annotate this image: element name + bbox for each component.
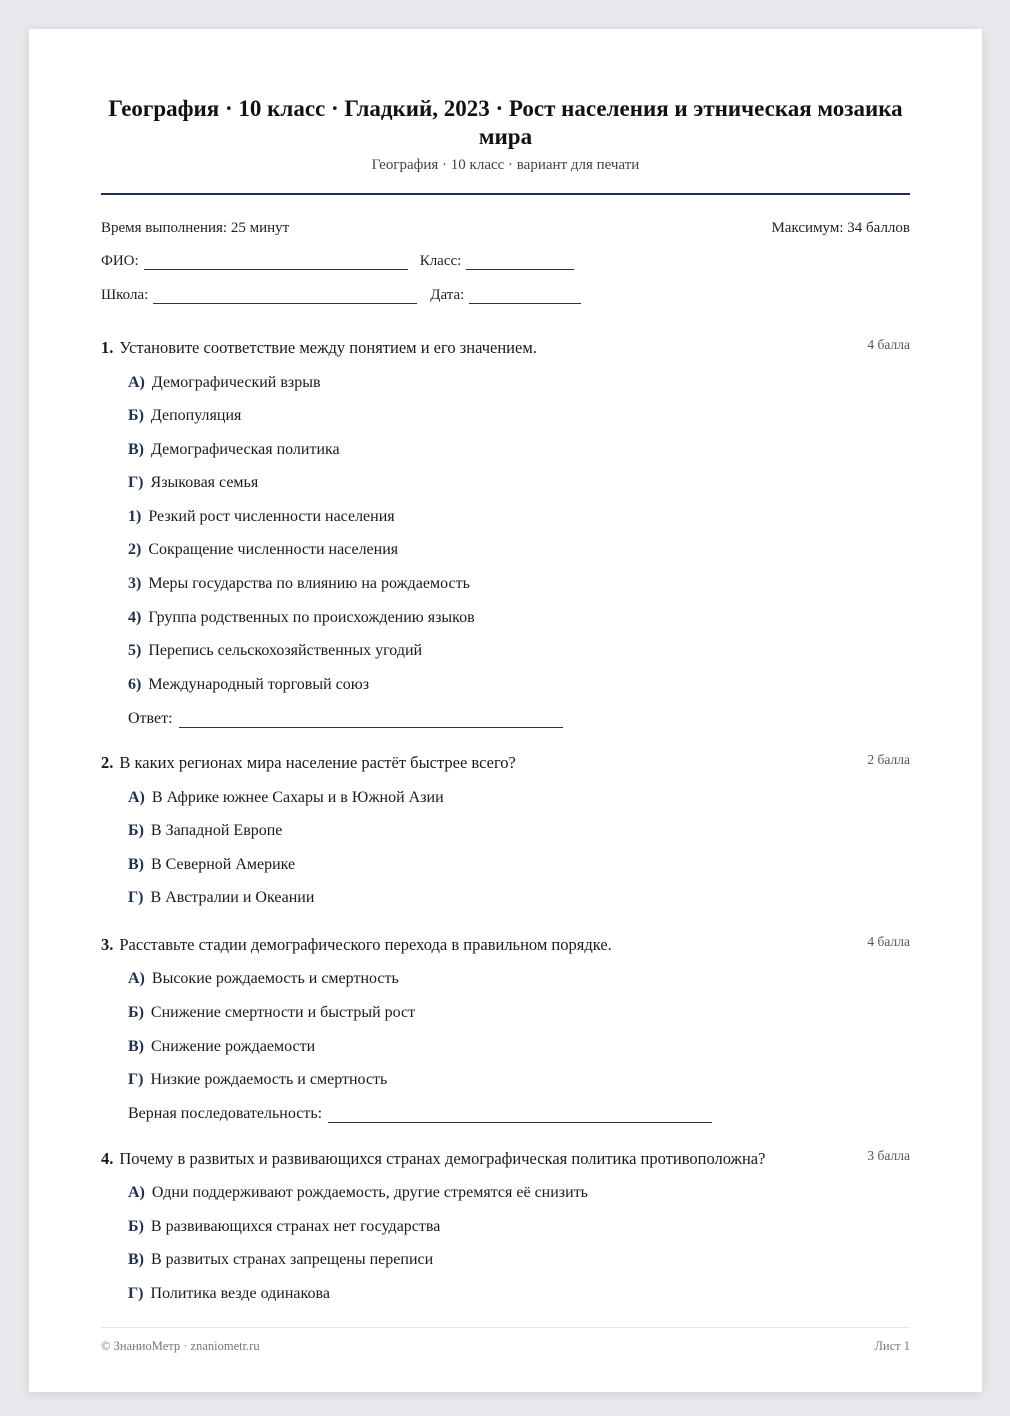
time-limit: Время выполнения: 25 минут <box>101 220 290 236</box>
question-1-option: 6) Международный торговый союз <box>128 676 370 693</box>
question-1-option: А) Демографический взрыв <box>128 374 321 391</box>
question-4-option: Г) Политика везде одинакова <box>128 1285 330 1302</box>
page-title: География · 10 класс · Гладкий, 2023 · Рост населения и этническая мозаика мира <box>108 96 903 149</box>
date-label: Дата: <box>430 287 465 303</box>
fio-class-row <box>101 253 574 270</box>
footer-sheet-number: Лист 1 <box>874 1339 910 1353</box>
answer-label: Верная последовательность: <box>128 1105 323 1122</box>
school-label: Школа: <box>101 287 149 303</box>
question-3-option: Г) Низкие рождаемость и смертность <box>128 1071 388 1088</box>
page-subtitle: География · 10 класс · вариант для печати <box>371 157 640 173</box>
question-3-option: А) Высокие рождаемость и смертность <box>128 970 399 987</box>
fio-label: ФИО: <box>101 253 139 269</box>
question-1-option: 4) Группа родственных по происхождению языков <box>128 609 475 626</box>
question-2 <box>101 753 910 773</box>
question-text: В каких регионах мира население растёт быстрее всего? <box>119 753 516 772</box>
class-field[interactable] <box>466 256 574 270</box>
question-1-option: 3) Меры государства по влиянию на рождаемость <box>128 575 470 592</box>
question-3-option: Б) Снижение смертности и быстрый рост <box>128 1004 416 1021</box>
question-text: Установите соответствие между понятием и его значением. <box>119 338 537 357</box>
question-3-answer <box>128 1105 712 1123</box>
question-points: 3 балла <box>867 1148 910 1163</box>
question-2-option: В) В Северной Америке <box>128 856 296 873</box>
question-3 <box>101 935 910 955</box>
question-points: 2 балла <box>867 752 910 767</box>
footer-copyright: © ЗнаниоМетр · znaniometr.ru <box>101 1339 260 1353</box>
question-number: 2. <box>101 753 114 772</box>
question-1-option: Б) Депопуляция <box>128 407 242 424</box>
question-2-option: А) В Африке южнее Сахары и в Южной Азии <box>128 789 444 806</box>
question-1-option: 5) Перепись сельскохозяйственных угодий <box>128 642 423 659</box>
school-date-row <box>101 287 581 304</box>
answer-label: Ответ: <box>128 710 173 727</box>
question-number: 1. <box>101 338 114 357</box>
question-4-option: А) Одни поддерживают рождаемость, другие стремятся её снизить <box>128 1184 588 1201</box>
question-text: Расставьте стадии демографического перехода в правильном порядке. <box>119 935 612 954</box>
question-2-option: Г) В Австралии и Океании <box>128 889 315 906</box>
question-1-answer <box>128 710 563 728</box>
footer-divider <box>101 1327 910 1328</box>
header-divider <box>101 193 910 195</box>
question-4-option: Б) В развивающихся странах нет государства <box>128 1218 441 1235</box>
question-1-option: 2) Сокращение численности населения <box>128 541 399 558</box>
question-1-option: Г) Языковая семья <box>128 474 259 491</box>
question-points: 4 балла <box>867 934 910 949</box>
date-field[interactable] <box>469 290 581 304</box>
class-label: Класс: <box>419 253 462 269</box>
answer-field[interactable] <box>328 1109 712 1123</box>
question-4-option: В) В развитых странах запрещены переписи <box>128 1251 434 1268</box>
question-1 <box>101 338 910 358</box>
max-score: Максимум: 34 баллов <box>771 220 910 236</box>
question-number: 4. <box>101 1149 114 1168</box>
school-field[interactable] <box>153 290 417 304</box>
fio-field[interactable] <box>144 256 408 270</box>
answer-field[interactable] <box>179 714 563 728</box>
question-points: 4 балла <box>867 337 910 352</box>
question-3-option: В) Снижение рождаемости <box>128 1038 316 1055</box>
question-text: Почему в развитых и развивающихся странах демографическая политика противоположна? <box>119 1149 766 1168</box>
worksheet-page <box>29 29 982 1392</box>
question-4 <box>101 1149 910 1169</box>
question-1-option: В) Демографическая политика <box>128 441 340 458</box>
question-2-option: Б) В Западной Европе <box>128 822 283 839</box>
question-1-option: 1) Резкий рост численности населения <box>128 508 395 525</box>
question-number: 3. <box>101 935 114 954</box>
